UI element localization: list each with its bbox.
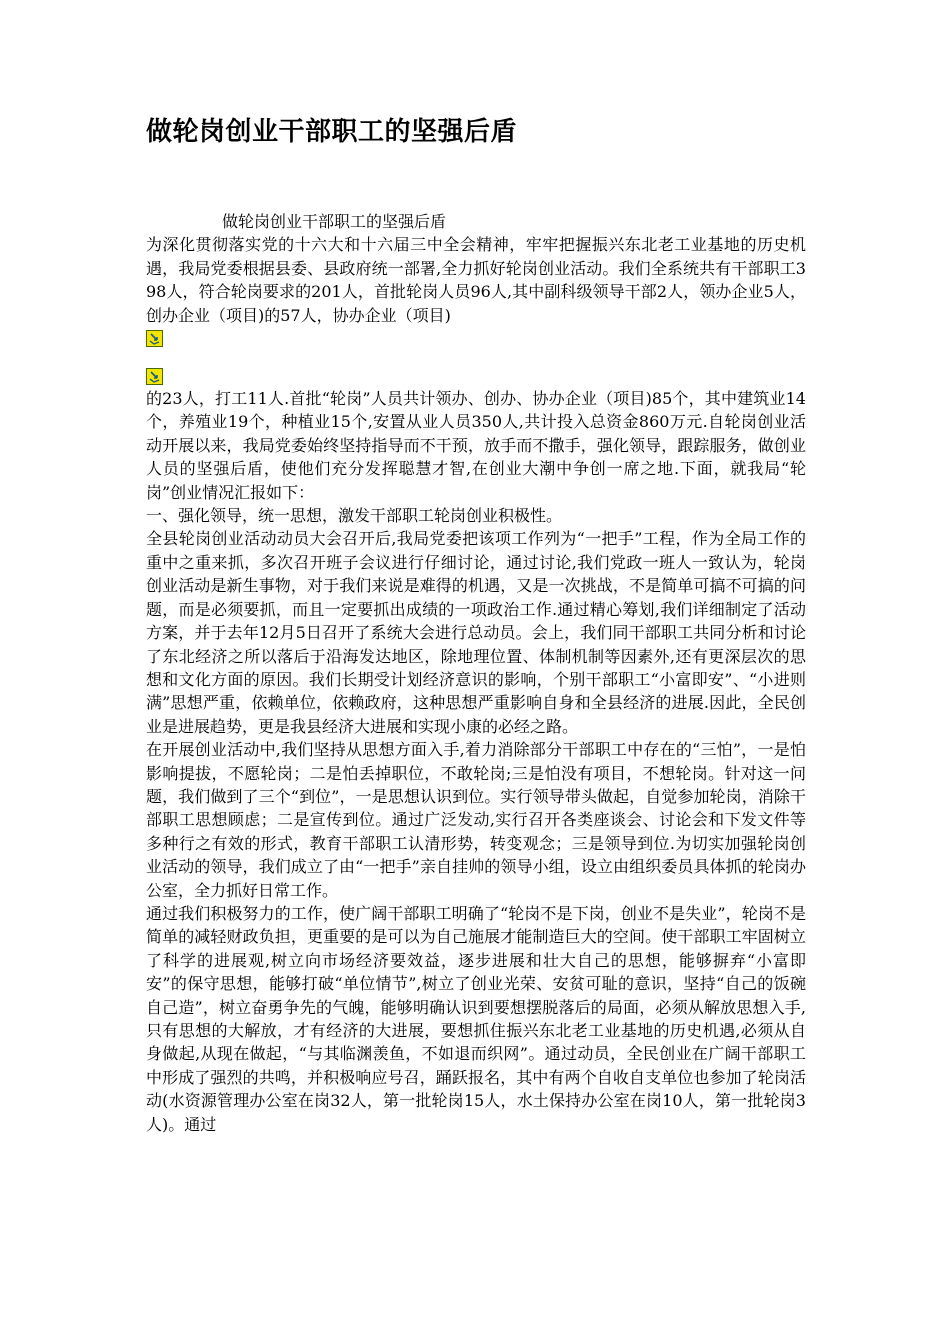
page-title: 做轮岗创业干部职工的坚强后盾 — [146, 117, 518, 147]
paragraph: 通过我们积极努力的工作，使广阔干部职工明确了“轮岗不是下岗，创业不是失业”，轮岗不是简单的减轻财政负担，更重要的是可以为自己施展才能制造巨大的空间。使干部职工牢固树立了科学的进展观,树立向市场经济要效益，逐步进展和壮大自己的思想，能够摒弃“小富即安”的保守思想，能够打破“单位情节”,树立了创业光荣、安贫可耻的意识，坚持“自己的饭碗自己造”，树立奋勇争先的气魄，能够明确认识到要想摆脱落后的局面，必须从解放思想入手,只有思想的大解放，才有经济的大进展，要想抓住振兴东北老工业基地的历史机遇,必须从自身做起,从现在做起，“与其临渊羡鱼，不如退而织网”。通过动员，全民创业在广阔干部职工中形成了强烈的共鸣，并积极响应号召，踊跃报名，其中有两个自收自支单位也参加了轮岗活动(水资源管理办公室在岗32人，第一批轮岗15人，水土保持办公室在岗10人，第一批轮岗3人)。通过 — [146, 903, 806, 1134]
document-link-icon[interactable] — [146, 330, 163, 347]
spacer — [146, 349, 806, 365]
paragraph: 为深化贯彻落实党的十六大和十六届三中全会精神，牢牢把握振兴东北老工业基地的历史机遇，我局党委根据县委、县政府统一部署,全力抓好轮岗创业活动。我们全系统共有干部职工398人，符合轮岗要求的201人，首批轮岗人员96人,其中副科级领导干部2人，领办企业5人，创办企业（项目)的57人，协办企业（项目) — [146, 235, 806, 325]
embedded-object-row — [146, 327, 806, 349]
document-subtitle: 做轮岗创业干部职工的坚强后盾 — [222, 212, 447, 231]
paragraph: 在开展创业活动中,我们坚持从思想方面入手,着力消除部分干部职工中存在的“三怕”，一是怕影响提拔，不愿轮岗；二是怕丢掉职位，不敢轮岗;三是怕没有项目，不想轮岗。针对这一问题，我们做到了三个“到位”，一是思想认识到位。实行领导带头做起，自觉参加轮岗，消除干部职工思想顾虑；二是宣传到位。通过广泛发动,实行召开各类座谈会、讨论会和下发文件等多种行之有效的形式，教育干部职工认清形势，转变观念；三是领导到位.为切实加强轮岗创业活动的领导，我们成立了由“一把手”亲自挂帅的领导小组，设立由组织委员具体抓的轮岗办公室，全力抓好日常工作。 — [146, 740, 806, 900]
document-body — [146, 210, 806, 1136]
paragraph: 全县轮岗创业活动动员大会召开后,我局党委把该项工作列为“一把手”工程，作为全局工作的重中之重来抓，多次召开班子会议进行仔细讨论，通过讨论,我们党政一班人一致认为，轮岗创业活动是新生事物，对于我们来说是难得的机遇，又是一次挑战，不是简单可搞不可搞的问题，而是必须要抓，而且一定要抓出成绩的一项政治工作.通过精心筹划,我们详细制定了活动方案，并于去年12月5日召开了系统大会进行总动员。会上，我们同干部职工共同分析和讨论了东北经济之所以落后于沿海发达地区，除地理位置、体制机制等因素外,还有更深层次的思想和文化方面的原因。我们长期受计划经济意识的影响，个别干部职工“小富即安”、“小进则满”思想严重，依赖单位，依赖政府，这种思想严重影响自身和全县经济的进展.因此，全民创业是进展趋势，更是我县经济大进展和实现小康的必经之路。 — [146, 529, 806, 736]
paragraph: 的23人，打工11人.首批“轮岗”人员共计领办、创办、协办企业（项目)85个，其中建筑业14个，养殖业19个，种植业15个,安置从业人员350人,共计投入总资金860万元.自轮岗创业活动开展以来，我局党委始终坚持指导而不干预，放手而不撒手，强化领导，跟踪服务，做创业人员的坚强后盾，使他们充分发挥聪慧才智,在创业大潮中争创一席之地.下面，就我局“轮岗”创业情况汇报如下： — [146, 389, 806, 502]
paragraph-group-after-icons — [146, 387, 806, 1136]
paragraph-group-before-icons — [146, 233, 806, 327]
embedded-object-row — [146, 365, 806, 387]
document-link-icon[interactable] — [146, 368, 163, 385]
section-heading: 一、强化领导，统一思想，激发干部职工轮岗创业积极性。 — [146, 506, 563, 526]
